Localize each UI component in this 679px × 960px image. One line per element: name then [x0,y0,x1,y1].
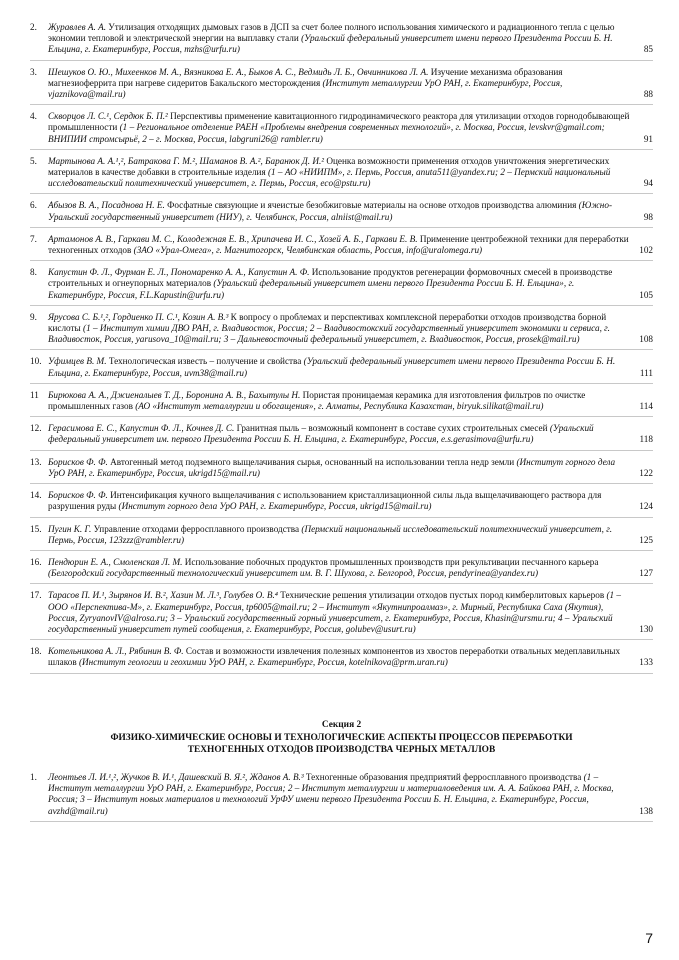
entry-page-number: 130 [639,623,653,634]
entry-authors: Пендюрин Е. А., Смоленская Л. М. [48,556,183,567]
entry-number: 15. [30,523,42,534]
entry-title: Перспективы применение кавитационного гидродинамического реактора для утилизации отходов горнодобывающей промышленности [48,111,630,133]
entry-page-number: 118 [639,434,653,445]
entry-title: Техногенные образования предприятий ферросплавного производства [305,772,582,783]
entry-authors: Скворцов Л. С.¹, Сердюк Б. П.² [48,111,168,122]
toc-entry [30,490,653,517]
entry-title: Фосфатные связующие и ячеистые безобжиговые материалы на основе отходов производства алюминия [167,200,577,211]
entry-page-number: 94 [643,178,653,189]
entry-text [48,200,653,222]
entry-text [48,111,653,145]
toc-entry [30,457,653,484]
entry-title: Утилизация отходящих дымовых газов в ДСП за счет более полного использования химического и радиационного тепла с целью экономии тепловой и электрической энергии на выплавку стали [48,22,615,44]
entry-affiliation: (Уральский федеральный университет им. первого Президента России Б. Н. Ельцина, г. Екатеринбург, Россия, e.s.gerasimova@urfu.ru) [48,423,594,445]
entry-text [48,312,653,346]
entry-text [48,67,653,101]
entry-page-number: 114 [639,401,653,412]
entry-affiliation: (Институт металлургии УрО РАН, г. Екатеринбург, Россия, vjaznikova@mail.ru) [48,77,563,100]
entry-number: 9. [30,311,37,322]
entry-affiliation: (Институт горного дела УрО РАН, г. Екатеринбург, Россия, ukrigd15@mail.ru) [48,456,616,478]
entry-title: Использование продуктов регенерации формовочных смесей в производстве строительных и огнеупорных материалов [48,267,613,289]
toc-entry [30,22,653,61]
toc-entry [30,312,653,351]
section-title-line-2: ТЕХНОГЕННЫХ ОТХОДОВ ПРОИЗВОДСТВА ЧЕРНЫХ МЕТАЛЛОВ [187,744,496,755]
entry-affiliation: (Уральский федеральный университет имени первого Президента России Б. Н. Ельцина, г. Екатеринбург, Россия, mzhs@urfu.ru) [48,33,613,55]
entry-authors: Артамонов А. В., Гаркави М. С., Колодежная Е. В., Хрипачева И. С., Хозей А. Б., Гаркави Е. В. [48,233,418,244]
entry-authors: Котельникова А. Л., Рябинин В. Ф. [48,646,184,657]
entry-affiliation: (1 – Региональное отделение РАЕН «Проблемы внедрения современных технологий», г. Москва, Россия, levskvr@gmail.com; ВНИПИИ стромсырьё, 2 – г. Москва, Россия, labgruni26@ rambler.ru) [48,122,605,144]
section-contents-list [30,772,653,822]
entry-title: Пористая проницаемая керамика для изготовления фильтров по очистке промышленных газов [48,389,586,412]
entry-authors: Борисков Ф. Ф. [48,456,108,467]
entry-number: 6. [30,200,37,211]
entry-number: 14. [30,490,42,501]
entry-affiliation: (Пермский национальный исследовательский политехнический университет, г. Пермь, Россия, 123zzz@rambler.ru) [48,523,613,545]
toc-entry [30,590,653,640]
entry-text [48,590,653,635]
entry-number: 4. [30,111,37,122]
entry-authors: Пугин К. Г. [48,523,92,534]
entry-title: Интенсификация кучного выщелачивания с использованием кристаллизационной силы льда выщелачивающего раствора для разрушения руды [48,490,602,512]
entry-number: 1. [30,772,37,783]
entry-authors: Тарасов П. И.¹, Зырянов И. В.², Хазин М. Л.³, Голубев О. В.⁴ [48,590,278,601]
entry-page-number: 124 [639,501,653,512]
entry-page-number: 133 [639,657,653,668]
entry-number: 16. [30,556,42,567]
toc-entry [30,390,653,417]
entry-affiliation: (1 – Институт металлургии УрО РАН, г. Екатеринбург, Россия; 2 – Институт металлургии и материаловедения им. А. А. Байкова РАН, г. Москва, Россия; 3 – Институт новых материалов и технологий УрФУ имени первого Президента России Б. Н. Ельцина, г. Екатеринбург, Россия, avzhd@mail.ru) [48,772,614,816]
entry-page-number: 138 [639,805,653,816]
page-number: 7 [645,930,653,946]
entry-title: Использование побочных продуктов промышленных производств при рекультивации песчанного карьера [184,556,599,567]
entry-authors: Леонтьев Л. И.¹,², Жучков В. И.¹, Дашевский В. Я.², Жданов А. В.³ [48,772,304,783]
entry-title: Изучение механизма образования магнезиоферрита при нагреве сидеритов Бакальского месторождения [48,66,563,88]
entry-text [48,646,653,668]
entry-number: 5. [30,155,37,166]
entry-number: 17. [30,590,42,601]
entry-affiliation: (Уральский федеральный университет имени первого Президента России Б. Н. Ельцина», г. Екатеринбург, Россия, F.L.Kapustin@urfu.ru) [48,278,575,300]
toc-entry [30,524,653,551]
entry-number: 13. [30,456,42,467]
entry-title: Управление отходами ферросплавного производства [93,523,300,534]
entry-title: Технические решения утилизации отходов пустых пород кимберлитовых карьеров [280,590,605,601]
entry-number: 18. [30,646,42,657]
entry-affiliation: (Уральский федеральный университет имени первого Президента России Б. Н. Ельцина, г. Екатеринбург, Россия, uvm38@mail.ru) [48,356,616,378]
entry-authors: Герасимова Е. С., Капустин Ф. Л., Кочнев Д. С. [48,423,235,434]
entry-authors: Капустин Ф. Л., Фурман Е. Л., Пономаренко А. А., Капустин А. Ф. [48,267,310,278]
section-title-line-1: ФИЗИКО-ХИМИЧЕСКИЕ ОСНОВЫ И ТЕХНОЛОГИЧЕСКИЕ АСПЕКТЫ ПРОЦЕССОВ ПЕРЕРАБОТКИ [110,733,573,744]
entry-number: 12. [30,423,42,434]
entry-text [48,490,653,512]
entry-text [48,457,653,479]
entry-text [48,356,653,378]
toc-entry [30,111,653,150]
entry-page-number: 98 [643,211,653,222]
toc-entry [30,234,653,261]
entry-number: 2. [30,22,37,32]
toc-entry [30,646,653,673]
entry-page-number: 88 [643,89,653,100]
entry-page-number: 102 [639,245,653,256]
entry-page-number: 105 [639,289,653,300]
entry-title: Применение центробежной техники для переработки техногенных отходов [48,233,629,256]
entry-number: 3. [30,66,37,77]
entry-text [48,557,653,579]
entry-text [48,22,653,56]
entry-authors: Журавлев А. А. [48,22,106,32]
entry-text [48,390,653,412]
entry-title: К вопросу о проблемах и перспективах комплексной переработки отходов производства борной кислоты [48,311,607,334]
entry-page-number: 122 [639,467,653,478]
toc-entry [30,156,653,195]
entry-text [48,524,653,546]
entry-page-number: 85 [643,44,653,55]
section-label: Секция 2 [321,719,362,730]
entry-affiliation: (Белгородский государственный технологический университет им. В. Г. Шухова, г. Белгород, Россия, pendyrinea@yandex.ru) [48,568,539,579]
entry-text [48,234,653,256]
entry-number: 8. [30,267,37,278]
entry-affiliation: (1 – АО «НИИПМ», г. Пермь, Россия, anuta511@yandex.ru; 2 – Пермский национальный исследовательский политехнический университет, г. Пермь, Россия, eco@pstu.ru) [48,167,611,189]
entry-affiliation: (1 – ООО «Перспектива-М», г. Екатеринбург, Россия, tp6005@mail.ru; 2 – Институт «Якутнипроалмаз», г. Мирный, Республика Саха (Якутия), Россия, ZyryanovIV@alrosa.ru; 3 – Уральский государственный горный университет, г. Екатеринбург, Россия, Khasin@ursmu.ru; 4 – Уральский государственный университет путей сообщения, г. Екатеринбург, Россия, golubev@usurt.ru) [48,590,622,634]
entry-number: 7. [30,233,37,244]
entry-number: 11 [30,389,39,400]
entry-authors: Мартынова А. А.¹,², Батракова Г. М.², Шаманов В. А.², Баранюк Д. И.² [48,155,325,166]
entry-page-number: 125 [639,534,653,545]
entry-affiliation: (АО «Институт металлургии и обогащения», г. Алматы, Республика Казахстан, biryuk.silikat@mail.ru) [135,401,544,412]
toc-entry [30,67,653,106]
toc-entry [30,200,653,227]
entry-text [48,423,653,445]
entry-text [48,772,653,817]
entry-title: Технологическая известь – получение и свойства [108,356,302,367]
entry-authors: Шешуков О. Ю., Михеенков М. А., Вязникова Е. А., Быков А. С., Ведмидь Л. Б., Овчинникова Л. А. [48,66,429,77]
entry-page-number: 127 [639,568,653,579]
entry-page-number: 111 [639,367,653,378]
toc-entry [30,267,653,306]
entry-authors: Борисков Ф. Ф. [48,490,108,501]
toc-entry [30,423,653,450]
entry-title: Состав и возможности извлечения полезных компонентов из хвостов переработки отвальных медеплавильных шлаков [48,646,621,668]
entry-text [48,267,653,301]
entry-authors: Абызов В. А., Посаднова Н. Е. [48,200,165,211]
toc-entry [30,772,653,822]
contents-list [30,22,653,674]
entry-affiliation: (1 – Институт химии ДВО РАН, г. Владивосток, Россия; 2 – Владивостокский государственный университет экономики и сервиса, г. Владивосток, Россия, yarusova_10@mail.ru; 3 – Дальневосточный федеральный университет, г. Владивосток, Россия, prosek@mail.ru) [48,323,610,345]
entry-authors: Уфимцев В. М. [48,356,107,367]
entry-affiliation: (Южно-Уральский государственный университет (НИУ), г. Челябинск, Россия, alniist@mail.ru) [48,200,613,222]
entry-title: Гранитная пыль – возможный компонент в составе сухих строительных смесей [236,423,548,434]
entry-page-number: 91 [643,133,653,144]
toc-entry [30,356,653,383]
toc-entry [30,557,653,584]
entry-page-number: 108 [639,334,653,345]
entry-authors: Ярусова С. Б.¹,², Гордиенко П. С.¹, Козин А. В.³ [48,311,229,322]
entry-affiliation: (Институт горного дела УрО РАН, г. Екатеринбург, Россия, ukrigd15@mail.ru) [118,501,432,512]
entry-title: Автогенный метод подземного выщелачивания сырья, основанный на использовании тепла недр земли [110,456,515,467]
entry-affiliation: (Институт геологии и геохимии УрО РАН, г. Екатеринбург, Россия, kotelnikova@prm.uran.ru) [78,657,448,668]
entry-text [48,156,653,190]
entry-title: Оценка возможности применения отходов уничтожения энергетических материалов в качестве добавки в строительные изделия [48,155,610,178]
entry-number: 10. [30,356,42,367]
entry-authors: Бирюкова А. А., Джиеналыев Т. Д., Боронина А. В., Бахытулы Н. [48,389,301,400]
entry-affiliation: (ЗАО «Урал-Омега», г. Магнитогорск, Челябинская область, Россия, info@uralomega.ru) [133,245,483,256]
section-heading [30,720,653,757]
